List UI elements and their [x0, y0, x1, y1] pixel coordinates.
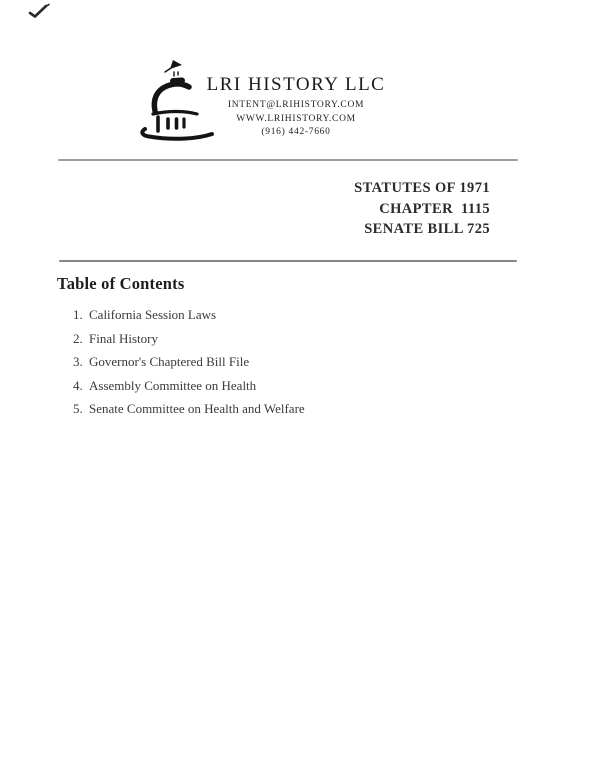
- pen-mark-icon: [27, 2, 51, 20]
- toc-item-number: 4.: [73, 377, 83, 393]
- email-line: INTENT@LRIHISTORY.COM: [227, 100, 365, 110]
- toc-item: [73, 401, 305, 416]
- phone-line: (916) 442-7660: [261, 127, 331, 138]
- company-name: LRI HISTORY LLC: [206, 74, 386, 95]
- statutes-line: STATUTES OF 1971: [354, 180, 490, 196]
- toc-title: Table of Contents: [57, 274, 185, 293]
- letterhead-text: [96, 74, 496, 140]
- divider-bottom: [59, 260, 517, 262]
- chapter-line: CHAPTER 1115: [379, 200, 490, 217]
- toc-item-label: Governor's Chaptered Bill File: [89, 354, 250, 369]
- toc-item-number: 2.: [73, 330, 83, 346]
- toc-item-number: 1.: [73, 307, 83, 322]
- toc-item-label: Assembly Committee on Health: [89, 377, 257, 393]
- toc-list: [73, 307, 305, 425]
- senate-bill-line: SENATE BILL 725: [364, 221, 490, 237]
- toc-item-number: 3.: [73, 354, 83, 369]
- toc-item-label: California Session Laws: [89, 307, 217, 322]
- toc-item-label: Final History: [89, 330, 158, 346]
- divider-top: [58, 159, 518, 161]
- toc-item-label: Senate Committee on Health and Welfare: [89, 401, 305, 416]
- toc-item: [73, 307, 305, 322]
- toc-item: [73, 354, 305, 369]
- bill-reference-block: [354, 178, 490, 240]
- website-line: WWW.LRIHISTORY.COM: [236, 113, 356, 124]
- toc-item-number: 5.: [73, 401, 83, 416]
- toc-item: [73, 378, 305, 393]
- contact-info: [96, 99, 496, 140]
- toc-item: [73, 331, 305, 346]
